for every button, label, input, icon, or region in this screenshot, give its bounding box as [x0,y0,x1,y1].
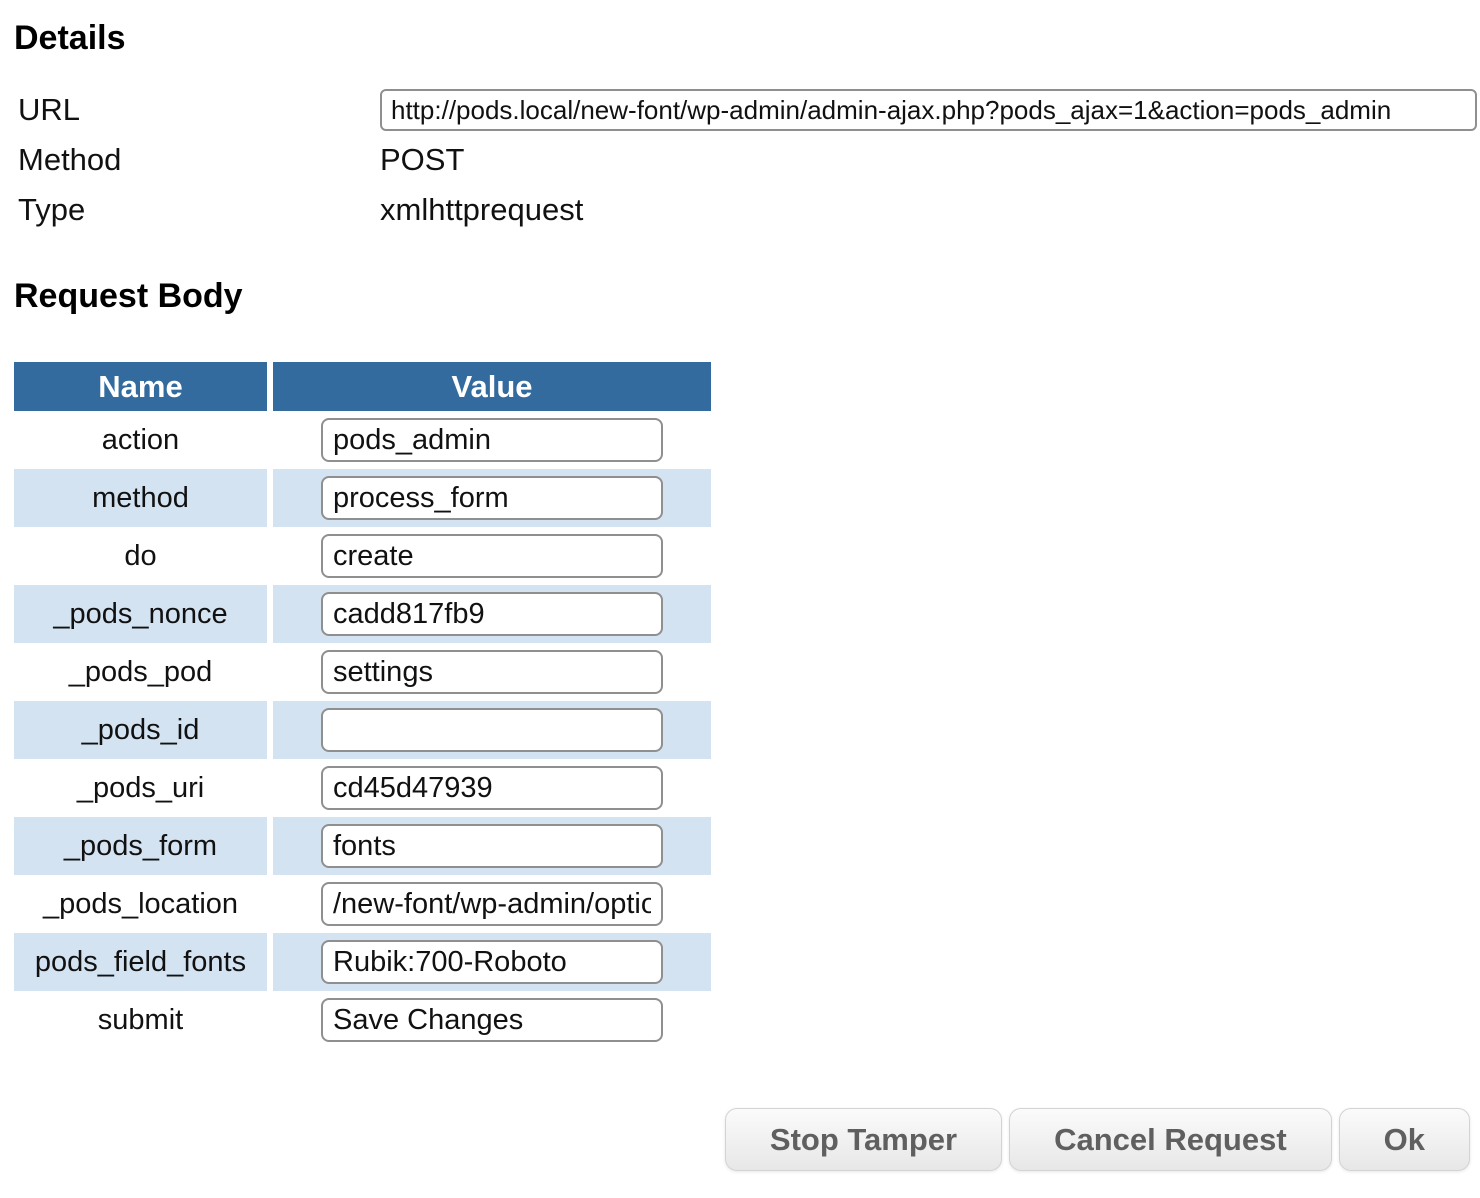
param-name: _pods_nonce [14,585,267,643]
table-row [14,585,711,643]
param-value-input-do[interactable] [321,534,663,578]
table-row [14,991,711,1049]
param-value-input-submit[interactable] [321,998,663,1042]
url-input[interactable] [380,89,1477,131]
method-row [14,138,1480,182]
request-body-heading: Request Body [14,277,243,315]
cancel-request-button[interactable]: Cancel Request [1009,1108,1332,1171]
param-name: action [14,411,267,469]
param-value-input-action[interactable] [321,418,663,462]
param-name: _pods_pod [14,643,267,701]
table-row [14,875,711,933]
param-name: _pods_form [14,817,267,875]
param-value-input-pods-uri[interactable] [321,766,663,810]
param-value-input-pods-location[interactable] [321,882,663,926]
type-value: xmlhttprequest [380,192,584,227]
url-label: URL [18,92,81,127]
param-name: _pods_location [14,875,267,933]
value-column-header: Value [273,362,711,411]
table-row [14,643,711,701]
table-row [14,759,711,817]
param-name: _pods_uri [14,759,267,817]
param-name: pods_field_fonts [14,933,267,991]
param-value-input-pods-pod[interactable] [321,650,663,694]
table-header-row [14,362,711,411]
url-row [14,88,1480,132]
method-value: POST [380,142,465,177]
param-value-input-pods-nonce[interactable] [321,592,663,636]
request-body-table [14,362,711,1049]
type-row [14,188,1480,232]
param-value-input-pods-field-fonts[interactable] [321,940,663,984]
table-row [14,933,711,991]
param-name: submit [14,991,267,1049]
method-label: Method [18,142,122,177]
details-grid [14,88,1480,232]
table-row [14,411,711,469]
param-value-input-pods-form[interactable] [321,824,663,868]
param-name: method [14,469,267,527]
table-row [14,701,711,759]
table-row [14,527,711,585]
dialog-button-bar [725,1108,1470,1171]
details-heading: Details [14,19,126,57]
name-column-header: Name [14,362,267,411]
param-value-input-method[interactable] [321,476,663,520]
param-name: _pods_id [14,701,267,759]
table-row [14,469,711,527]
ok-button[interactable]: Ok [1339,1108,1470,1171]
type-label: Type [18,192,86,227]
table-row [14,817,711,875]
param-name: do [14,527,267,585]
param-value-input-pods-id[interactable] [321,708,663,752]
stop-tamper-button[interactable]: Stop Tamper [725,1108,1002,1171]
